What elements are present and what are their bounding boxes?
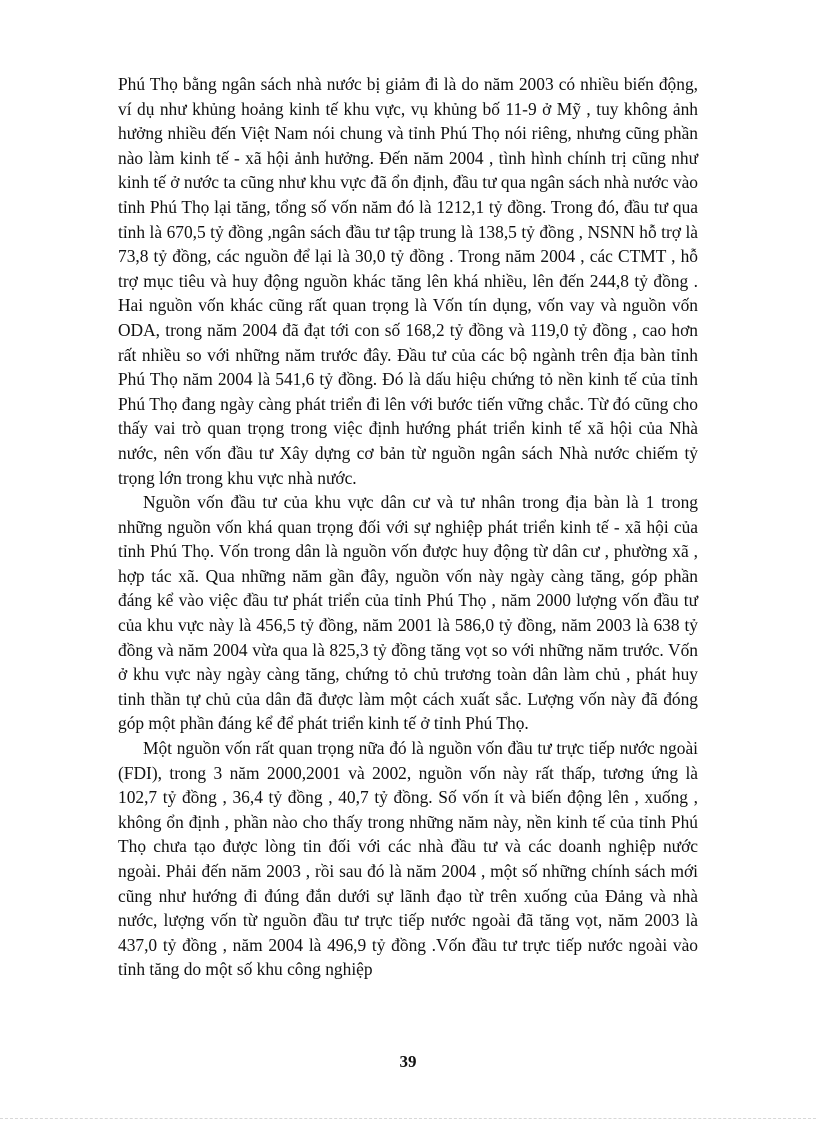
paragraph-continued: Phú Thọ bằng ngân sách nhà nước bị giảm đi là do năm 2003 có nhiều biến động, ví dụ như khủng hoảng kinh tế khu vực, vụ khủng bố 11-9 ở Mỹ , tuy không ảnh hưởng nhiều đến Việt Nam nói chung và tỉnh Phú Thọ nói riêng, nhưng cũng phần nào làm kinh tế - xã hội ảnh hưởng. Đến năm 2004 , tình hình chính trị cũng như kinh tế ở nước ta cũng như khu vực đã ổn định, đầu tư qua ngân sách nhà nước vào tỉnh Phú Thọ lại tăng, tổng số vốn năm đó là 1212,1 tỷ đồng. Trong đó, đầu tư qua tỉnh là 670,5 tỷ đồng ,ngân sách đầu tư tập trung là 138,5 tỷ đồng , NSNN hỗ trợ là 73,8 tỷ đồng, các nguồn để lại là 30,0 tỷ đồng . Trong năm 2004 , các CTMT , hỗ trợ mục tiêu và huy động nguồn khác tăng lên khá nhiều, lên đến 244,8 tỷ đồng . Hai nguồn vốn khác cũng rất quan trọng là Vốn tín dụng, vốn vay và nguồn vốn ODA, trong năm 2004 đã đạt tới con số 168,2 tỷ đồng và 119,0 tỷ đồng , cao hơn rất nhiều so với những năm trước đây. Đầu tư của các bộ ngành trên địa bàn tỉnh Phú Thọ năm 2004 là 541,6 tỷ đồng. Đó là dấu hiệu chứng tỏ nền kinh tế của tỉnh Phú Thọ đang ngày càng phát triển đi lên với bước tiến vững chắc. Từ đó cũng cho thấy vai trò quan trọng trong việc định hướng phát triển kinh tế xã hội của Nhà nước, nên vốn đầu tư Xây dựng cơ bản từ nguồn ngân sách Nhà nước chiếm tỷ trọng lớn trong khu vực nhà nước. [118,74,698,488]
page-number: 39 [399,1052,417,1071]
page-bottom-divider [0,1118,816,1119]
paragraph-fdi: Một nguồn vốn rất quan trọng nữa đó là nguồn vốn đầu tư trực tiếp nước ngoài (FDI), trong 3 năm 2000,2001 và 2002, nguồn vốn này rất thấp, tương ứng là 102,7 tỷ đồng , 36,4 tỷ đồng , 40,7 tỷ đồng. Số vốn ít và biến động lên , xuống , không ổn định , phần nào cho thấy trong những năm này, nền kinh tế của tỉnh Phú Thọ chưa tạo được lòng tin đối với các nhà đầu tư và các doanh nghiệp nước ngoài. Phải đến năm 2003 , rồi sau đó là năm 2004 , một số những chính sách mới cũng như hướng đi đúng đắn dưới sự lãnh đạo từ trên xuống của Đảng và nhà nước, lượng vốn từ nguồn đầu tư trực tiếp nước ngoài đã tăng vọt, năm 2003 là 437,0 tỷ đồng , năm 2004 là 496,9 tỷ đồng .Vốn đầu tư trực tiếp nước ngoài vào tỉnh tăng do một số khu công nghiệp [118,738,698,980]
body-text [118,72,698,982]
paragraph-private-investment: Nguồn vốn đầu tư của khu vực dân cư và tư nhân trong địa bàn là 1 trong những nguồn vốn khá quan trọng đối với sự nghiệp phát triển kinh tế - xã hội của tỉnh Phú Thọ. Vốn trong dân là nguồn vốn được huy động từ dân cư , phường xã , hợp tác xã. Qua những năm gần đây, nguồn vốn này ngày càng tăng, góp phần đáng kể vào việc đầu tư phát triển của tỉnh Phú Thọ , năm 2000 lượng vốn đầu tư của khu vực này là 456,5 tỷ đồng, năm 2001 là 586,0 tỷ đồng, năm 2003 là 638 tỷ đồng và năm 2004 vừa qua là 825,3 tỷ đồng tăng vọt so với những năm trước. Vốn ở khu vực này ngày càng tăng, chứng tỏ chủ trương toàn dân làm chủ , phát huy tinh thần tự chủ của dân đã được làm một cách xuất sắc. Lượng vốn này đã đóng góp một phần đáng kể để phát triển kinh tế ở tỉnh Phú Thọ. [118,492,698,734]
